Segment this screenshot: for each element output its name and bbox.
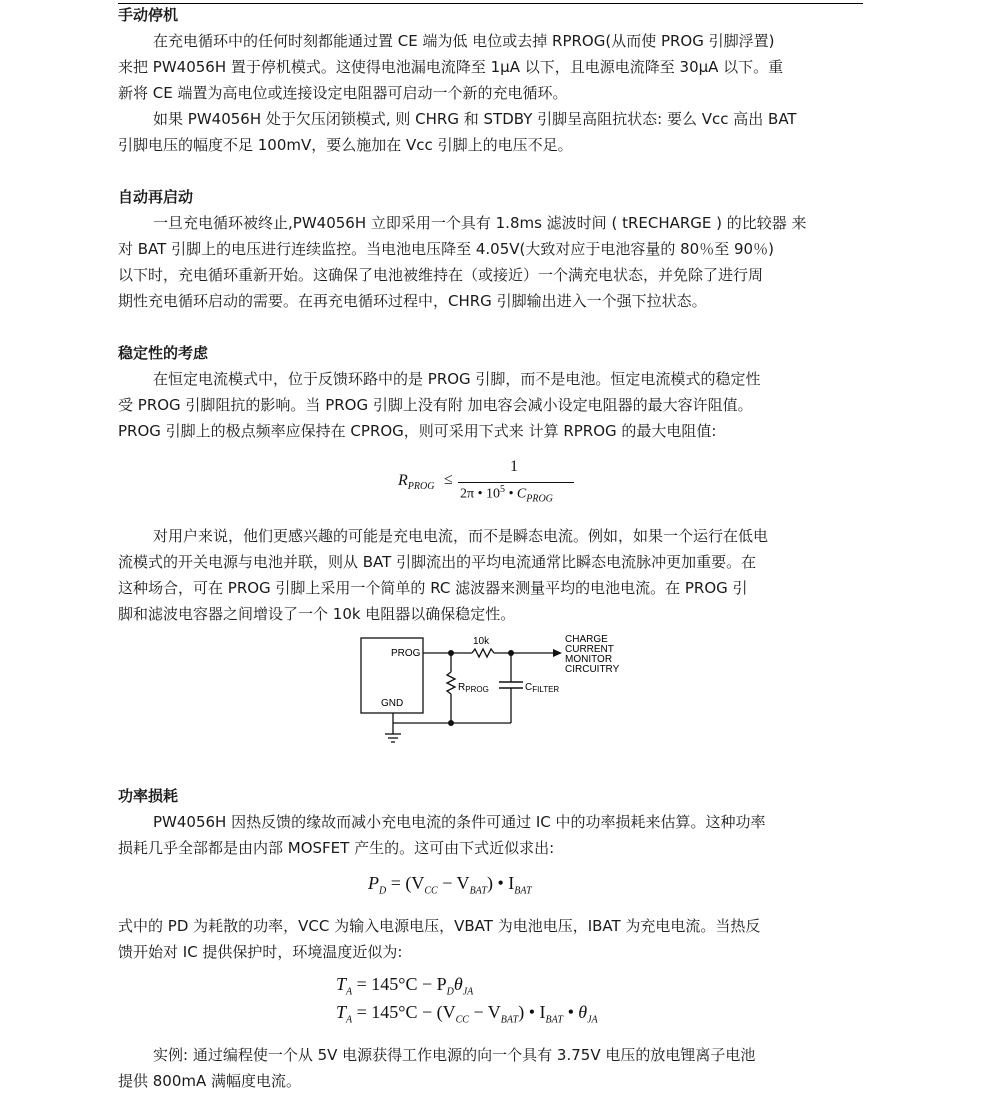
text-line: 实例: 通过编程使一个从 5V 电源获得工作电源的向一个具有 3.75V 电压的放电锂离子电池 <box>153 1046 756 1064</box>
formula-rel: ≤ <box>444 471 453 488</box>
formula-ta-2: $T_A = 145^\circ C - (V_{CC} - V_{BAT})$ • $I_{BAT}$ • $\theta_{JA}$ <box>336 1002 598 1026</box>
heading-stability: 稳定性的考虑 <box>118 344 209 362</box>
paragraph-power-2 <box>118 913 863 965</box>
formula-ta-1: $T_A = 145^\circ C - P_D\theta_{JA}$ <box>336 974 474 998</box>
formula-rprog <box>398 460 598 510</box>
text-line: 一旦充电循环被终止,PW4056H 立即采用一个具有 1.8ms 滤波时间 ( tRECHARGE ) 的比较器 来 <box>153 214 807 232</box>
text-line: 以下时，充电循环重新开始。这确保了电池被维持在（或接近）一个满充电状态，并免除了进行周 <box>118 266 764 284</box>
formula-den-sub: PROG <box>526 493 553 505</box>
text-line: 脚和滤波电容器之间增设了一个 10k 电阻器以确保稳定性。 <box>118 605 516 623</box>
svg-text:CIRCUITRY: CIRCUITRY <box>565 664 620 675</box>
rprog-resistor-symbol <box>447 672 455 694</box>
rprog-label: $R_{PROG}$ <box>458 682 489 694</box>
text-line: 引脚电压的幅度不足 100mV，要么施加在 Vcc 引脚上的电压不足。 <box>118 136 573 154</box>
formula-den-a: 2π • 10 <box>460 486 500 502</box>
paragraph-shutdown-1 <box>118 28 863 106</box>
section-restart <box>118 184 863 314</box>
junction-dot <box>448 720 454 726</box>
text-line: 受 PROG 引脚阻抗的影响。当 PROG 引脚上没有附 加电容会减小设定电阻器的最大容许阻值。 <box>118 396 753 414</box>
text-line: 馈开始对 IC 提供保护时，环境温度近似为: <box>118 943 403 961</box>
monitor-label <box>565 634 620 675</box>
text-line: 在充电循环中的任何时刻都能通过置 CE 端为低 电位或去掉 RPROG(从而使 PROG 引脚浮置) <box>153 32 775 50</box>
paragraph-stability-2 <box>118 523 863 627</box>
formula-lhs: R <box>398 472 408 489</box>
arrow-icon <box>553 649 562 657</box>
prog-pin-label: PROG <box>391 648 421 659</box>
svg-text:CURRENT: CURRENT <box>565 644 614 655</box>
text-line: PW4056H 因热反馈的缘故而减小充电电流的条件可通过 IC 中的功率损耗来估算。这种功率 <box>153 813 766 831</box>
text-line: 如果 PW4056H 处于欠压闭锁模式, 则 CHRG 和 STDBY 引脚呈高阻抗状态: 要么 Vcc 高出 BAT <box>153 110 797 128</box>
formula-lhs-sub: PROG <box>407 481 435 493</box>
text-line: 损耗几乎全部都是由内部 MOSFET 产生的。这可由下式近似求出: <box>118 839 555 857</box>
paragraph-power-3 <box>118 1042 863 1094</box>
fraction-bar <box>458 482 574 483</box>
heading-restart: 自动再启动 <box>118 188 194 206</box>
formula-den-b: • C <box>504 486 527 502</box>
paragraph-stability-1 <box>118 366 863 444</box>
section-power <box>118 783 863 861</box>
text-line: 期性充电循环启动的需要。在再充电循环过程中，CHRG 引脚输出进入一个强下拉状态。 <box>118 292 707 310</box>
text-line: 对用户来说，他们更感兴趣的可能是充电电流，而不是瞬态电流。例如，如果一个运行在低电 <box>153 527 769 545</box>
paragraph-restart-1 <box>118 210 863 314</box>
ground-icon <box>385 734 401 742</box>
paragraph-power-1 <box>118 809 863 861</box>
section-shutdown <box>118 2 863 158</box>
formula-pd: $P_D = (V_{CC} - V_{BAT})$ • $I_{BAT}$ <box>368 873 532 897</box>
section-stability <box>118 340 863 444</box>
text-line: 流模式的开关电源与电池并联，则从 BAT 引脚流出的平均电流通常比瞬态电流脉冲更加重要。在 <box>118 553 757 571</box>
svg-text:CHARGE: CHARGE <box>565 634 608 645</box>
formula-numerator: 1 <box>510 458 518 475</box>
text-line: 在恒定电流模式中，位于反馈环路中的是 PROG 引脚，而不是电池。恒定电流模式的稳定性 <box>153 370 761 388</box>
text-line: 式中的 PD 为耗散的功率，VCC 为输入电源电压，VBAT 为电池电压，IBAT 为充电电流。当热反 <box>118 917 761 935</box>
resistor-10k-symbol <box>472 649 494 657</box>
heading-shutdown: 手动停机 <box>118 6 179 24</box>
heading-power: 功率损耗 <box>118 787 179 805</box>
text-line: 来把 PW4056H 置于停机模式。这使得电池漏电流降至 1μA 以下，且电源电流降至 30μA 以下。重 <box>118 58 784 76</box>
cfilter-label: $C_{FILTER}$ <box>525 682 560 694</box>
paragraph-shutdown-2 <box>118 106 863 158</box>
text-line: 新将 CE 端置为高电位或连接设定电阻器可启动一个新的充电循环。 <box>118 84 568 102</box>
gnd-pin-label: GND <box>381 698 404 709</box>
formula-den-exp: 5 <box>499 484 505 495</box>
text-line: PROG 引脚上的极点频率应保持在 CPROG，则可采用下式来 计算 RPROG 的最大电阻值: <box>118 422 717 440</box>
text-line: 对 BAT 引脚上的电压进行连续监控。当电池电压降至 4.05V(大致对应于电池容量的 80％至 90％) <box>118 240 774 258</box>
resistor-10k-label: 10k <box>473 636 490 647</box>
text-line: 提供 800mA 满幅度电流。 <box>118 1072 302 1090</box>
text-line: 这种场合，可在 PROG 引脚上采用一个简单的 RC 滤波器来测量平均的电池电流。在 PROG 引 <box>118 579 748 597</box>
svg-text:MONITOR: MONITOR <box>565 654 613 665</box>
rc-filter-circuit <box>355 630 645 750</box>
